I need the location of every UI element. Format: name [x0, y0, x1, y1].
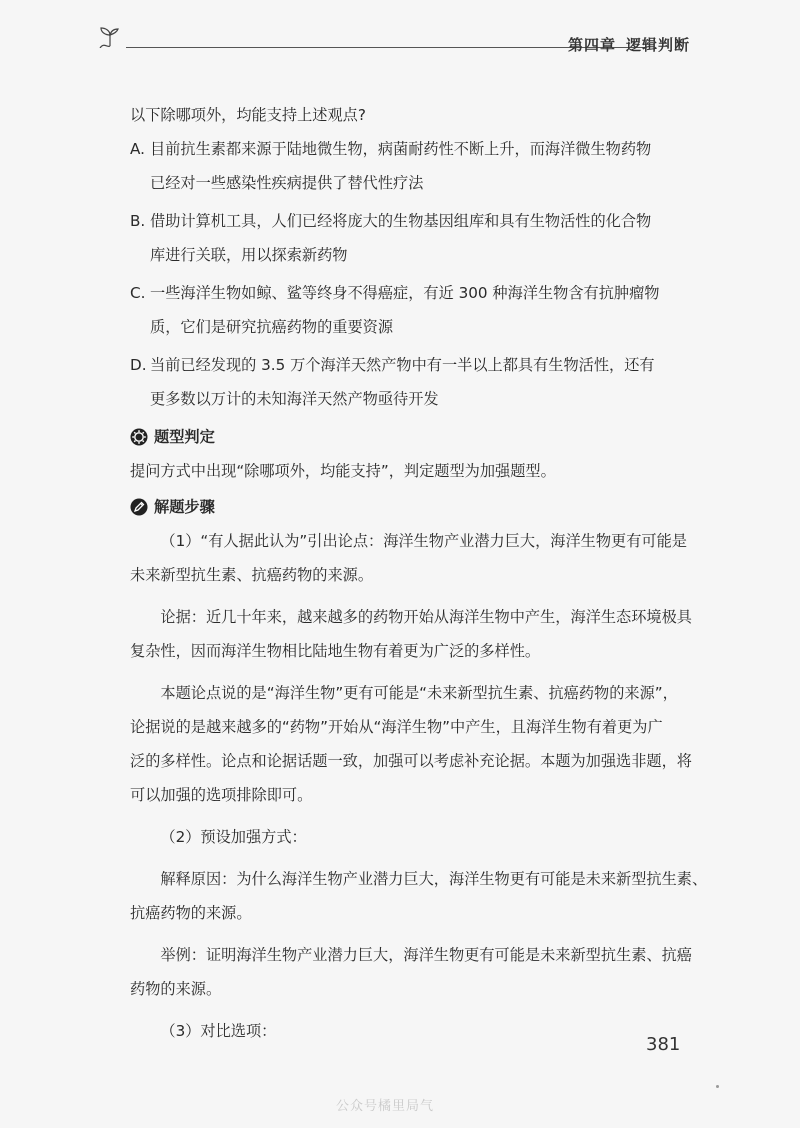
sprout-icon: [98, 24, 122, 48]
step-2-paragraph: [130, 820, 700, 854]
solution-steps-title: 解题步骤: [154, 498, 215, 516]
text-line: 论据：近几十年来，越来越多的药物开始从海洋生物中产生，海洋生态环境极具: [160, 608, 692, 626]
watermark: 公众号橘里局气: [336, 1099, 435, 1114]
text-line: （2）预设加强方式：: [160, 828, 307, 846]
chapter-label: [568, 34, 690, 55]
option-c: [130, 276, 700, 344]
text-line: 举例：证明海洋生物产业潜力巨大，海洋生物更有可能是未来新型抗生素、抗癌: [160, 946, 692, 964]
text-line: 药物的来源。: [130, 980, 222, 998]
option-text-cont: 库进行关联，用以探索新药物: [150, 246, 348, 264]
question-prompt: 以下除哪项外，均能支持上述观点?: [130, 106, 366, 124]
option-text-cont: 更多数以万计的未知海洋天然产物亟待开发: [150, 390, 439, 408]
chapter-number: 第四章: [568, 36, 617, 54]
text-line: 复杂性，因而海洋生物相比陆地生物有着更为广泛的多样性。: [130, 642, 541, 660]
text-line: 可以加强的选项排除即可。: [130, 786, 313, 804]
option-letter: C.: [130, 284, 146, 302]
option-text: 目前抗生素都来源于陆地微生物，病菌耐药性不断上升，而海洋微生物药物: [150, 140, 652, 158]
step-1-paragraph: [130, 524, 700, 592]
option-text: 一些海洋生物如鲸、鲨等终身不得癌症，有近 300 种海洋生物含有抗肿瘤物: [150, 284, 660, 302]
text-line: 论据说的是越来越多的“药物”开始从“海洋生物”中产生，且海洋生物有着更为广: [130, 718, 663, 736]
option-b: [130, 204, 700, 272]
evidence-paragraph: [130, 600, 700, 668]
page-number: 381: [646, 1034, 681, 1055]
question-type-title: 题型判定: [154, 428, 215, 446]
question-type-heading: [130, 420, 700, 454]
text-line: （3）对比选项：: [160, 1022, 277, 1040]
chapter-title: 逻辑判断: [626, 36, 691, 54]
text-line: 未来新型抗生素、抗癌药物的来源。: [130, 566, 373, 584]
step-3-paragraph: [130, 1014, 700, 1048]
example-paragraph: [130, 938, 700, 1006]
explain-paragraph: [130, 862, 708, 930]
option-letter: D.: [130, 356, 147, 374]
option-text: 当前已经发现的 3.5 万个海洋天然产物中有一半以上都具有生物活性，还有: [150, 356, 655, 374]
option-letter: B.: [130, 212, 146, 230]
question-type-text: 提问方式中出现“除哪项外，均能支持”，判定题型为加强题型。: [130, 462, 556, 480]
scan-speck: [716, 1085, 719, 1088]
text-line: 本题论点说的是“海洋生物”更有可能是“未来新型抗生素、抗癌药物的来源”，: [160, 684, 678, 702]
pencil-circle-icon: [130, 498, 148, 516]
text-line: 泛的多样性。论点和论据话题一致，加强可以考虑补充论据。本题为加强选非题，将: [130, 752, 692, 770]
text-line: （1）“有人据此认为”引出论点：海洋生物产业潜力巨大，海洋生物更有可能是: [160, 532, 687, 550]
solution-steps-heading: [130, 490, 700, 524]
text-line: 解释原因：为什么海洋生物产业潜力巨大，海洋生物更有可能是未来新型抗生素、: [160, 870, 708, 888]
main-content: [130, 98, 708, 1056]
option-text-cont: 已经对一些感染性疾病提供了替代性疗法: [150, 174, 424, 192]
option-letter: A.: [130, 140, 145, 158]
option-d: [130, 348, 700, 416]
option-a: [130, 132, 700, 200]
option-text: 借助计算机工具，人们已经将庞大的生物基因组库和具有生物活性的化合物: [150, 212, 652, 230]
analysis-paragraph: [130, 676, 700, 812]
option-text-cont: 质，它们是研究抗癌药物的重要资源: [150, 318, 393, 336]
gear-bulb-icon: [130, 428, 148, 446]
page-header: [98, 22, 708, 62]
text-line: 抗癌药物的来源。: [130, 904, 252, 922]
